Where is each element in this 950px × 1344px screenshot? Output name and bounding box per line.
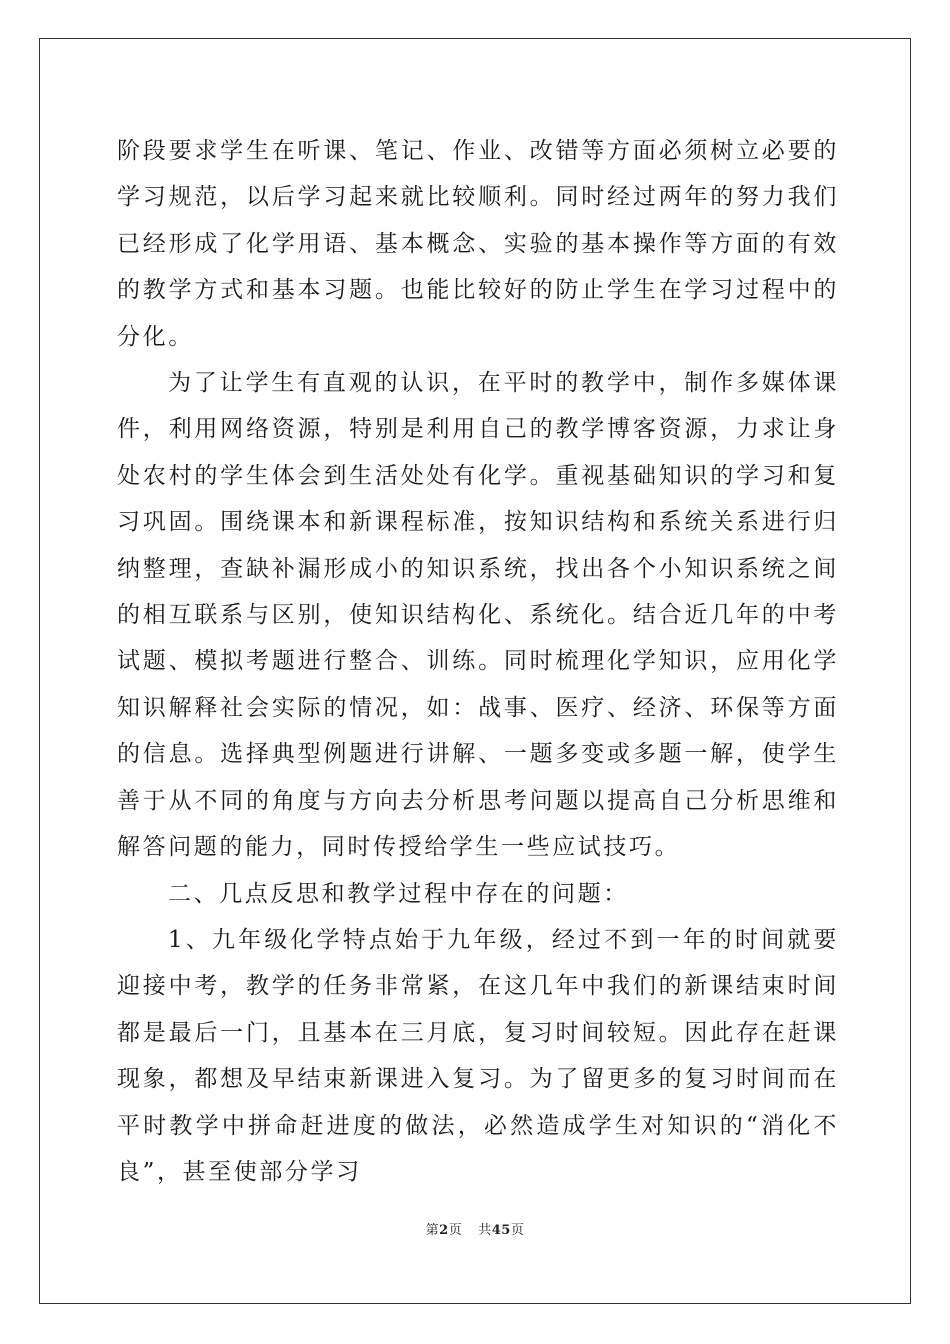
page-suffix: 页 (448, 1223, 463, 1238)
total-pages: 45 (491, 1223, 511, 1238)
total-prefix: 共 (478, 1223, 492, 1238)
page-footer (0, 1219, 950, 1238)
section-heading: 二、几点反思和教学过程中存在的问题： (168, 880, 629, 907)
paragraph-2: 为了让学生有直观的认识，在平时的教学中，制作多媒体课件，利用网络资源，特别是利用自己的教学博客资源，力求让身处农村的学生体会到生活处处有化学。重视基础知识的学习和复习巩固。围绕课本和新课程标准，按知识结构和系统关系进行归纳整理，查缺补漏形成小的知识系统，找出各个小知识系统之间的相互联系与区别，使知识结构化、系统化。结合近几年的中考试题、模拟考题进行整合、训练。同时梳理化学知识，应用化学知识解释社会实际的情况，如：战事、医疗、经济、环保等方面的信息。选择典型例题进行讲解、一题多变或多题一解，使学生善于从不同的角度与方向去分析思考问题以提高自己分析思维和解答问题的能力，同时传授给学生一些应试技巧。 (117, 370, 839, 861)
paragraph-3: 1、九年级化学特点始于九年级，经过不到一年的时间就要迎接中考，教学的任务非常紧，在这几年中我们的新课结束时间都是最后一门，且基本在三月底，复习时间较短。因此存在赶课现象，都想及早结束新课进入复习。为了留更多的复习时间而在平时教学中拼命赶进度的做法，必然造成学生对知识的“消化不良”，甚至使部分学习 (117, 926, 839, 1185)
paragraph-1: 阶段要求学生在听课、笔记、作业、改错等方面必须树立必要的学习规范，以后学习起来就比较顺利。同时经过两年的努力我们已经形成了化学用语、基本概念、实验的基本操作等方面的有效的教学方式和基本习题。也能比较好的防止学生在学习过程中的分化。 (117, 138, 839, 350)
document-body (117, 128, 839, 1195)
page-prefix: 第 (425, 1223, 440, 1238)
page-number: 2 (439, 1223, 449, 1238)
total-suffix: 页 (510, 1223, 525, 1238)
